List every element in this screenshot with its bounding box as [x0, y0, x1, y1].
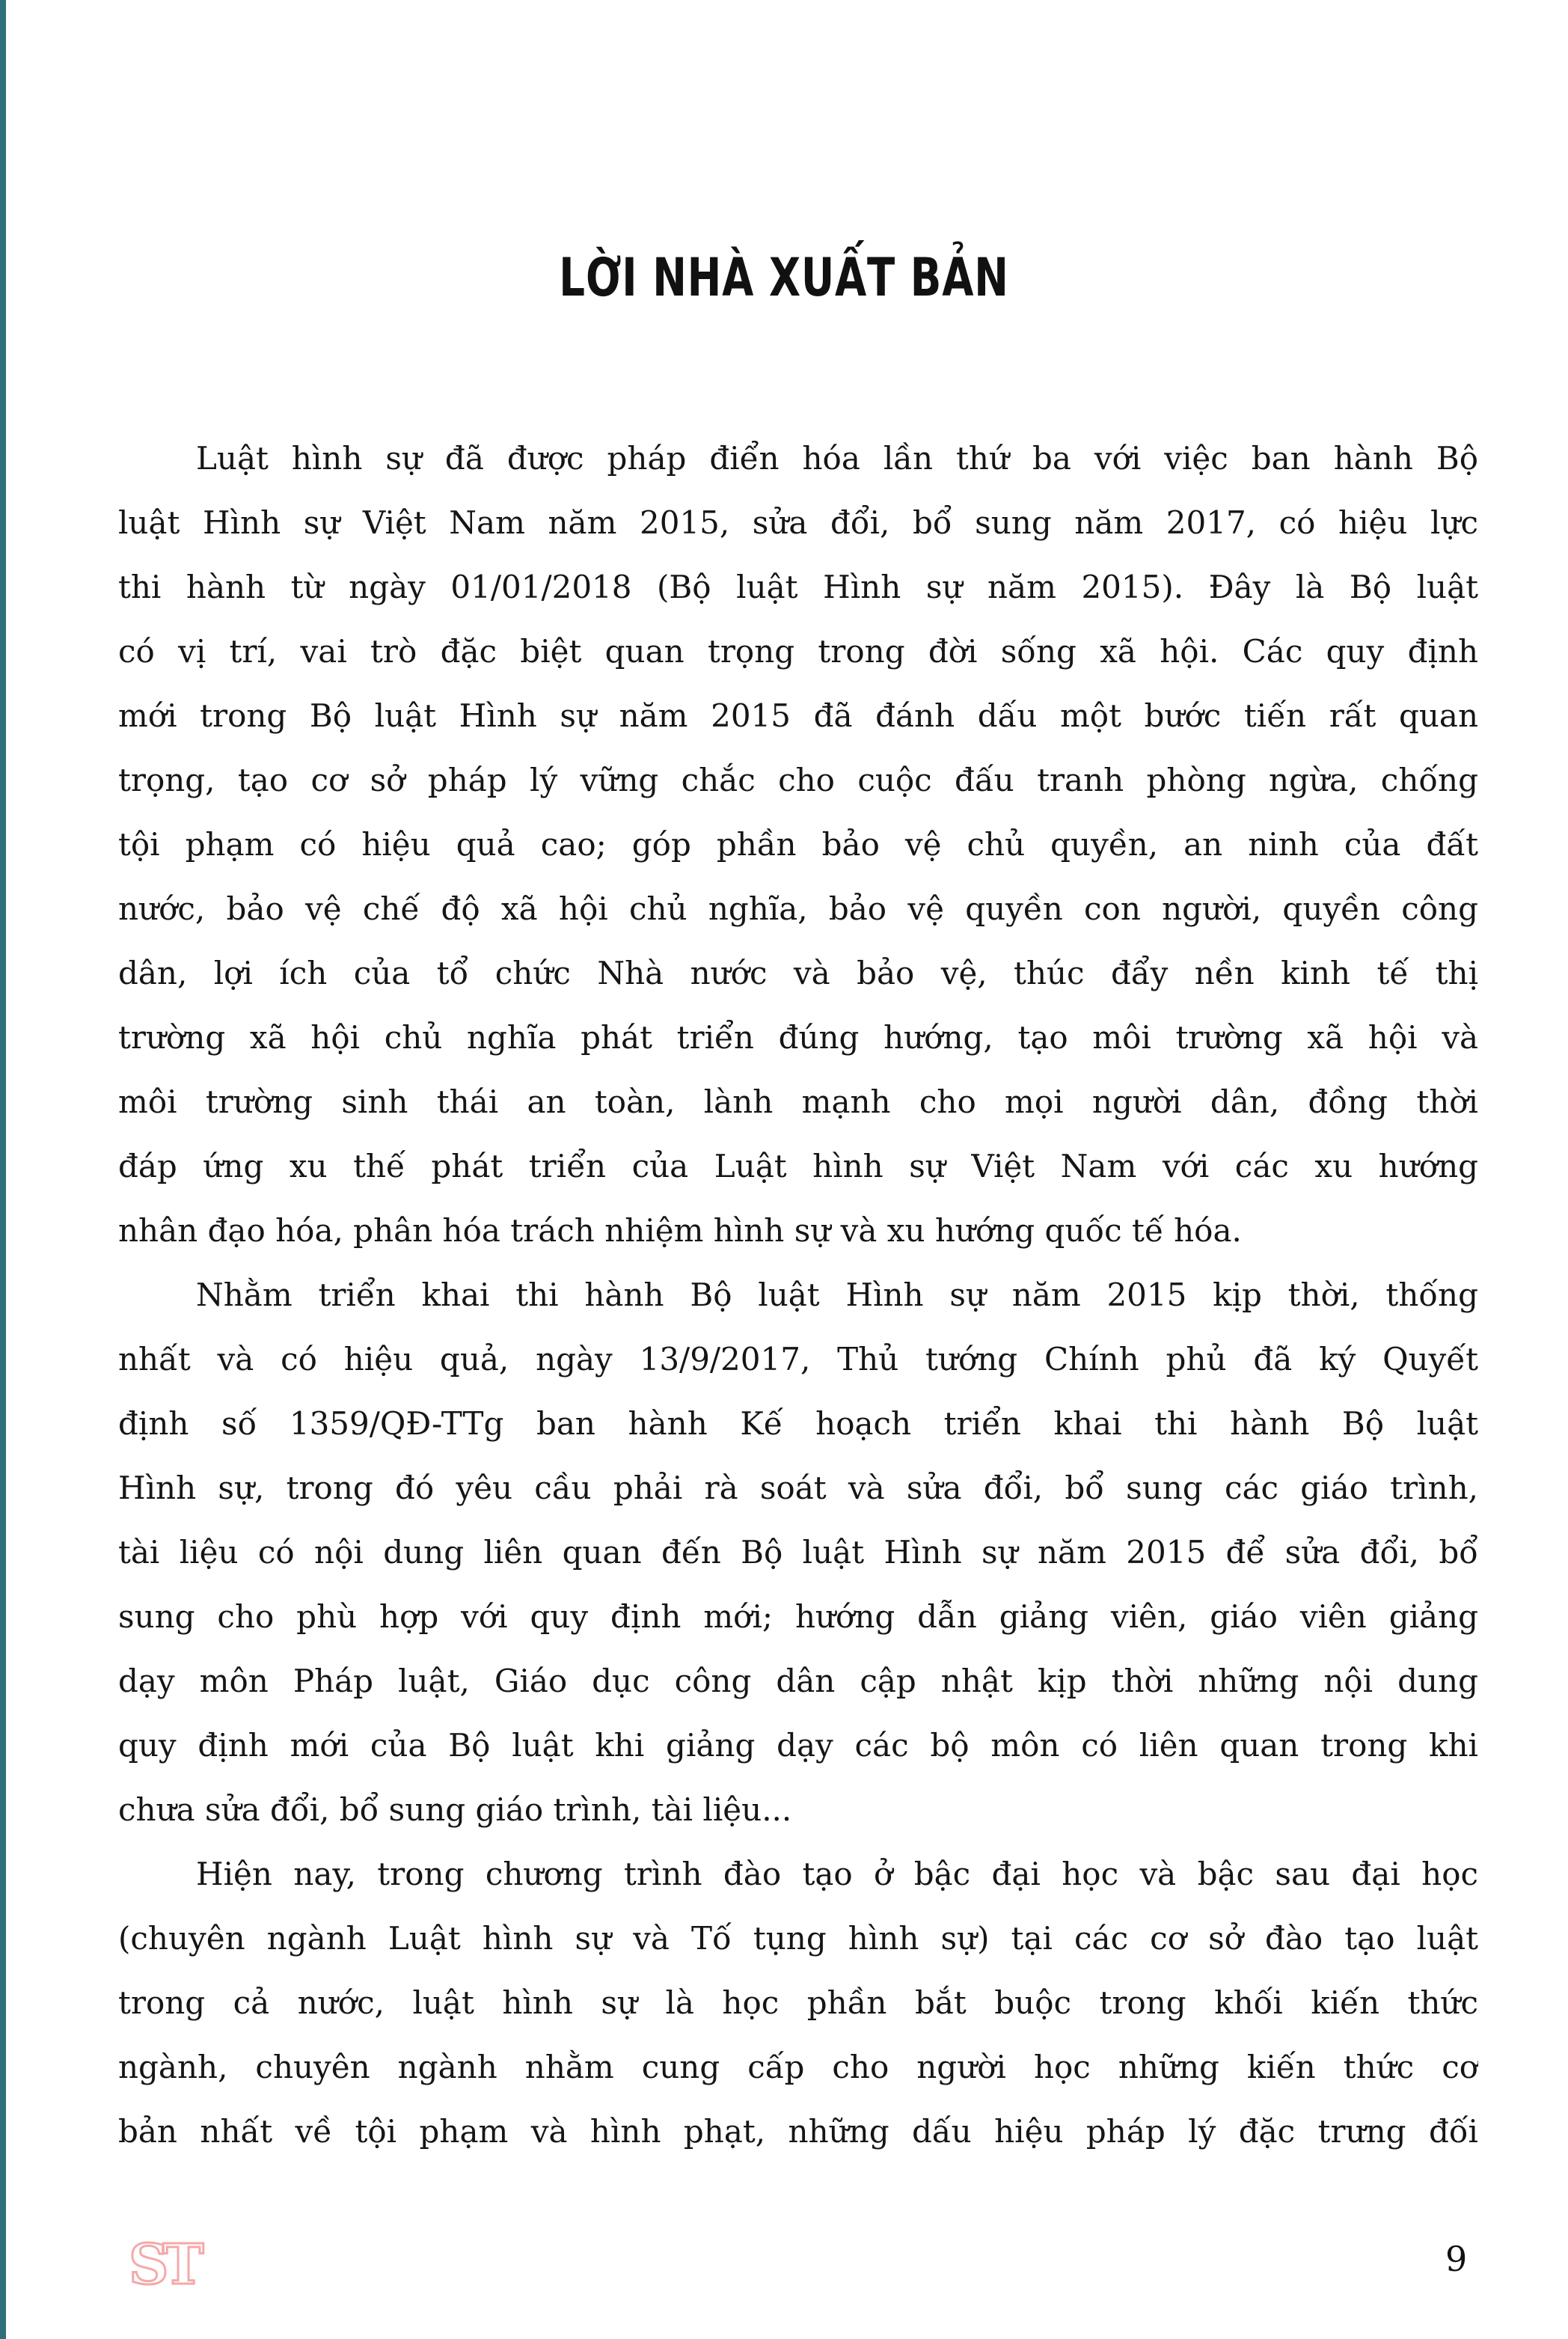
text-line: luật Hình sự Việt Nam năm 2015, sửa đổi, bổ sung năm 2017, có hiệu lực — [118, 504, 1478, 541]
text-line: chưa sửa đổi, bổ sung giáo trình, tài liệu... — [118, 1791, 792, 1828]
text-line: tội phạm có hiệu quả cao; góp phần bảo vệ chủ quyền, an ninh của đất — [118, 826, 1478, 863]
publisher-logo — [126, 2230, 208, 2294]
text-line: đáp ứng xu thế phát triển của Luật hình sự Việt Nam với các xu hướng — [118, 1148, 1478, 1184]
paragraph-3 — [118, 1842, 1478, 2164]
text-line: ngành, chuyên ngành nhằm cung cấp cho người học những kiến thức cơ — [118, 2049, 1478, 2085]
text-line: Hiện nay, trong chương trình đào tạo ở bậc đại học và bậc sau đại học — [196, 1856, 1478, 1892]
text-line: môi trường sinh thái an toàn, lành mạnh cho mọi người dân, đồng thời — [118, 1083, 1478, 1120]
body-text — [118, 426, 1478, 2164]
text-line: nhân đạo hóa, phân hóa trách nhiệm hình sự và xu hướng quốc tế hóa. — [118, 1212, 1242, 1249]
paragraph-1 — [118, 426, 1478, 1263]
text-line: trong cả nước, luật hình sự là học phần bắt buộc trong khối kiến thức — [118, 1984, 1478, 2021]
text-line: trọng, tạo cơ sở pháp lý vững chắc cho cuộc đấu tranh phòng ngừa, chống — [118, 762, 1478, 798]
text-line: nhất và có hiệu quả, ngày 13/9/2017, Thủ tướng Chính phủ đã ký Quyết — [118, 1341, 1478, 1378]
page-title: LỜI NHÀ XUẤT BẢN — [559, 247, 1009, 308]
page-edge-border — [0, 0, 6, 2339]
text-line: Nhằm triển khai thi hành Bộ luật Hình sự năm 2015 kịp thời, thống — [196, 1276, 1478, 1313]
page-number: 9 — [1445, 2239, 1468, 2279]
text-line: sung cho phù hợp với quy định mới; hướng dẫn giảng viên, giáo viên giảng — [118, 1598, 1478, 1635]
text-line: nước, bảo vệ chế độ xã hội chủ nghĩa, bảo vệ quyền con người, quyền công — [118, 890, 1478, 927]
text-line: bản nhất về tội phạm và hình phạt, những dấu hiệu pháp lý đặc trưng đối — [118, 2113, 1478, 2150]
text-line: Luật hình sự đã được pháp điển hóa lần thứ ba với việc ban hành Bộ — [196, 440, 1478, 477]
text-line: dạy môn Pháp luật, Giáo dục công dân cập nhật kịp thời những nội dung — [118, 1663, 1478, 1699]
text-line: Hình sự, trong đó yêu cầu phải rà soát và sửa đổi, bổ sung các giáo trình, — [118, 1470, 1478, 1506]
text-line: dân, lợi ích của tổ chức Nhà nước và bảo vệ, thúc đẩy nền kinh tế thị — [118, 955, 1478, 991]
text-line: quy định mới của Bộ luật khi giảng dạy các bộ môn có liên quan trong khi — [118, 1727, 1478, 1764]
text-line: trường xã hội chủ nghĩa phát triển đúng hướng, tạo môi trường xã hội và — [118, 1019, 1478, 1056]
text-line: thi hành từ ngày 01/01/2018 (Bộ luật Hình sự năm 2015). Đây là Bộ luật — [118, 569, 1478, 605]
svg-text:ST: ST — [129, 2233, 198, 2294]
text-line: tài liệu có nội dung liên quan đến Bộ luật Hình sự năm 2015 để sửa đổi, bổ — [118, 1534, 1478, 1571]
text-line: có vị trí, vai trò đặc biệt quan trọng trong đời sống xã hội. Các quy định — [118, 633, 1478, 670]
text-line: mới trong Bộ luật Hình sự năm 2015 đã đánh dấu một bước tiến rất quan — [118, 697, 1478, 734]
text-line: định số 1359/QĐ-TTg ban hành Kế hoạch triển khai thi hành Bộ luật — [118, 1405, 1478, 1442]
paragraph-2 — [118, 1263, 1478, 1842]
text-line: (chuyên ngành Luật hình sự và Tố tụng hình sự) tại các cơ sở đào tạo luật — [118, 1920, 1478, 1957]
